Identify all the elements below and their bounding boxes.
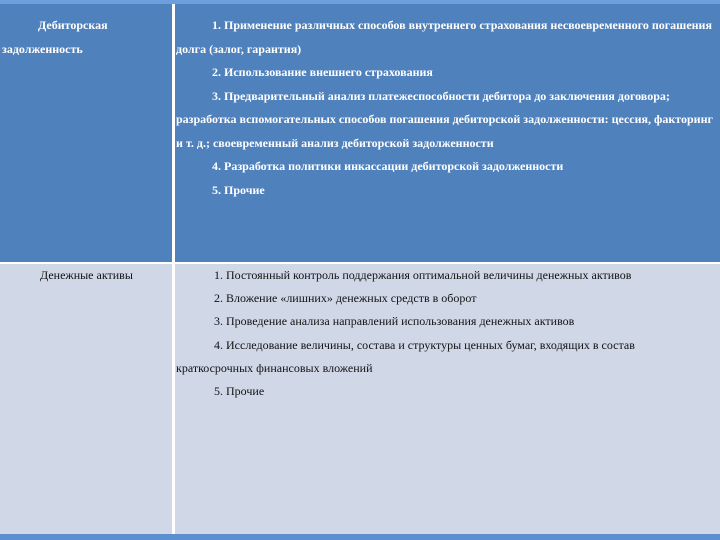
measure-item: 3. Проведение анализа направлений использования денежных активов (214, 314, 575, 329)
measure-item: 1. Постоянный контроль поддержания оптимальной величины денежных активов (214, 268, 632, 282)
measure-item: 4. Исследование величины, состава и структуры ценных бумаг, входящих в состав краткосрочных финансовых вложений (176, 337, 635, 375)
measure-item: 1. Применение различных способов внутреннего страхования несвоевременного погашения долга (залог, гарантия) (176, 18, 712, 56)
measures-cell (175, 4, 720, 262)
category-label: Дебиторская задолженность (2, 18, 108, 56)
table-row-receivables (0, 4, 720, 264)
measure-item: 5. Прочие (214, 384, 265, 399)
measures-cell (175, 264, 720, 534)
bottom-accent-strip (0, 534, 720, 540)
measure-item: 3. Предварительный анализ платежеспособности дебитора до заключения договора; разработка вспомогательных способов погашения дебиторской задолженности: цессия, факторинг и т. д.; своевременный анализ дебиторской задолженности (176, 88, 713, 150)
measure-item: 4. Разработка политики инкассации дебиторской задолженности (212, 159, 564, 173)
category-cell (0, 264, 172, 534)
category-cell (0, 4, 172, 262)
measure-item: 5. Прочие (212, 182, 265, 197)
category-label: Денежные активы (40, 268, 133, 282)
measure-item: 2. Использование внешнего страхования (212, 65, 433, 79)
table-row-cash-assets (0, 264, 720, 534)
measure-item: 2. Вложение «лишних» денежных средств в оборот (214, 291, 477, 306)
measures-table (0, 4, 720, 534)
